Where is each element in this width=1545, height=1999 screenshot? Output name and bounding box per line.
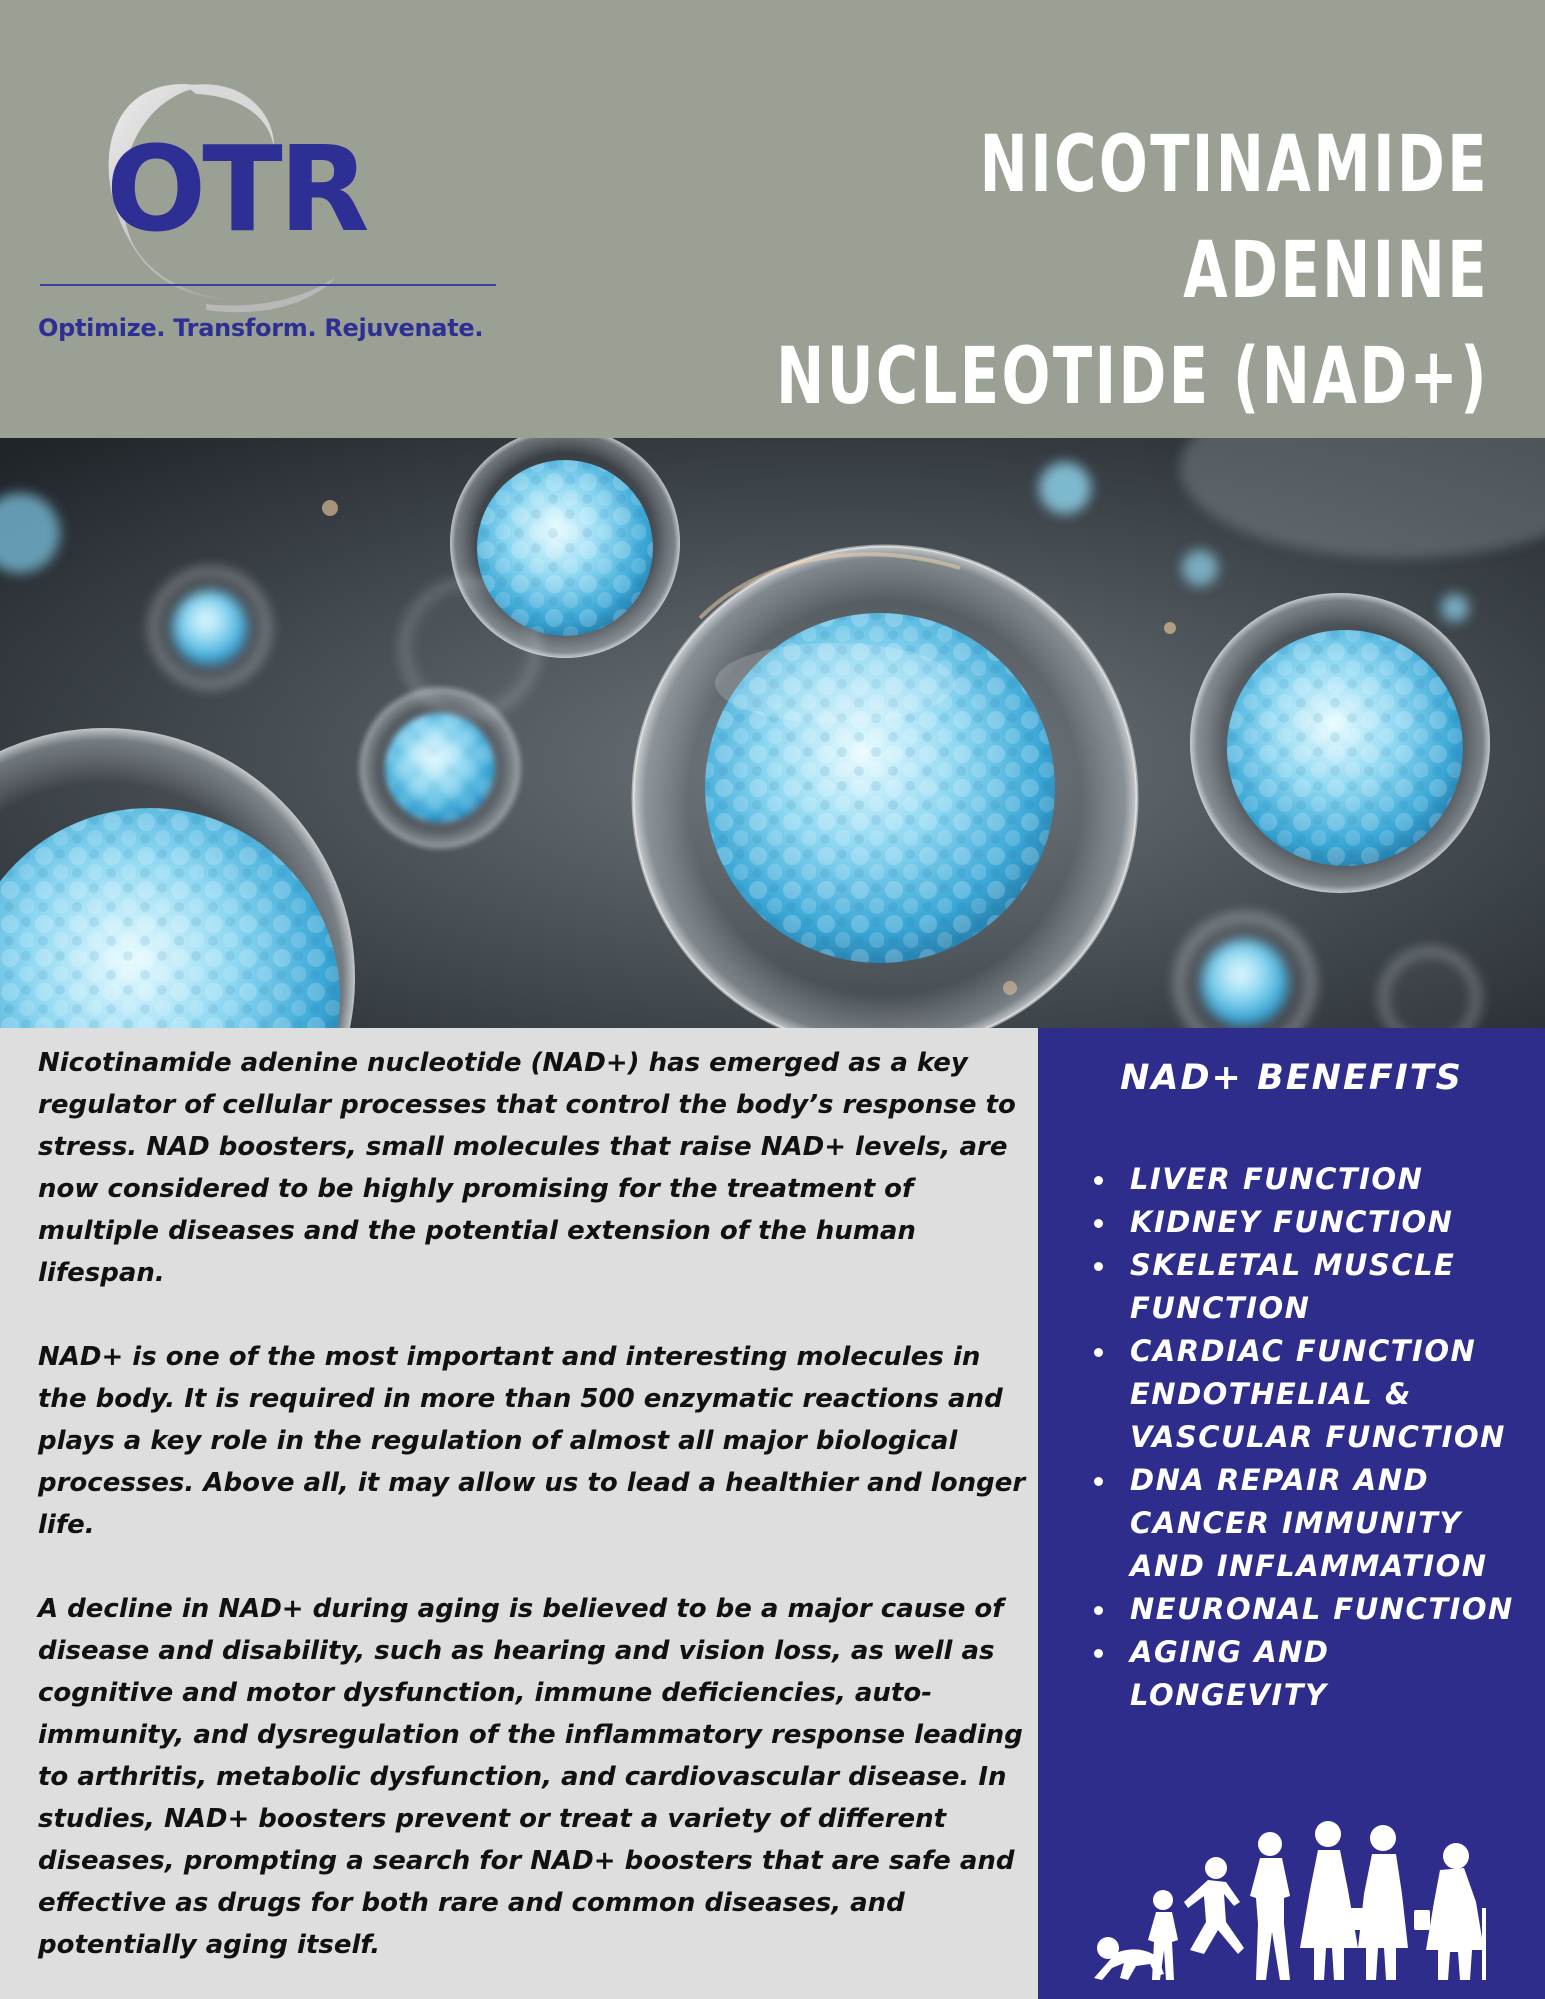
benefit-item [1094,1158,1534,1201]
otr-logo [36,72,506,342]
logo-divider [40,284,496,286]
benefit-label: SKELETAL MUSCLE FUNCTION [1130,1248,1456,1325]
benefit-label: DNA REPAIR AND CANCER IMMUNITY AND INFLAMMATION [1130,1463,1488,1583]
header-banner [0,0,1545,438]
benefits-sidebar [1038,1028,1545,1999]
bullet-icon [1094,1477,1103,1486]
benefit-label: ENDOTHELIAL & VASCULAR FUNCTION [1130,1377,1506,1454]
benefit-item [1094,1631,1534,1717]
benefit-item [1094,1330,1534,1373]
bullet-icon [1094,1262,1103,1271]
benefit-item [1094,1588,1534,1631]
benefit-item [1094,1459,1534,1588]
benefits-title: NAD+ BENEFITS [1120,1058,1463,1098]
bullet-icon [1094,1176,1103,1185]
benefit-label: KIDNEY FUNCTION [1130,1205,1454,1239]
paragraph-3: A decline in NAD+ during aging is believed to be a major cause of disease and disability, such as hearing and vision loss, as well as cognitive and motor dysfunction, immune deficiencies, auto-immunity, and dysregulation of the inflammatory response leading to arthritis, metabolic dysfunction, and cardiovascular disease. In studies, NAD+ boosters prevent or treat a variety of different diseases, prompting a search for NAD+ boosters that are safe and effective as drugs for both rare and common diseases, and potentially aging itself. [38,1594,1023,1960]
bullet-icon [1094,1606,1103,1615]
paragraph-2: NAD+ is one of the most important and interesting molecules in the body. It is required in more than 500 enzymatic reactions and plays a key role in the regulation of almost all major biological processes. Above all, it may allow us to lead a healthier and longer life. [38,1342,1026,1540]
logo-wordmark: OTR [106,120,366,258]
bullet-icon [1094,1649,1103,1658]
page-title [669,112,1489,430]
benefit-label: CARDIAC FUNCTION [1130,1334,1477,1368]
benefit-label: LIVER FUNCTION [1130,1162,1424,1196]
cell-hero-image [0,438,1545,1028]
bullet-icon [1094,1348,1103,1357]
benefit-item [1094,1244,1534,1330]
benefit-item [1094,1201,1534,1244]
benefit-label: NEURONAL FUNCTION [1130,1592,1514,1626]
article-body [38,1042,1028,1999]
aging-silhouettes-icon [1078,1798,1518,1988]
benefit-label: AGING AND LONGEVITY [1130,1635,1330,1712]
paragraph-1: Nicotinamide adenine nucleotide (NAD+) has emerged as a key regulator of cellular processes that control the body’s response to stress. NAD boosters, small molecules that raise NAD+ levels, are now considered to be highly promising for the treatment of multiple diseases and the potential extension of the human lifespan. [38,1048,1016,1288]
page-title-line-1: NICOTINAMIDE ADENINE [979,120,1489,316]
logo-tagline: Optimize. Transform. Rejuvenate. [38,314,484,342]
bullet-icon [1094,1219,1103,1228]
page-title-line-2: NUCLEOTIDE (NAD+) [776,332,1489,422]
benefit-item [1094,1373,1534,1459]
benefits-list [1094,1158,1534,1717]
